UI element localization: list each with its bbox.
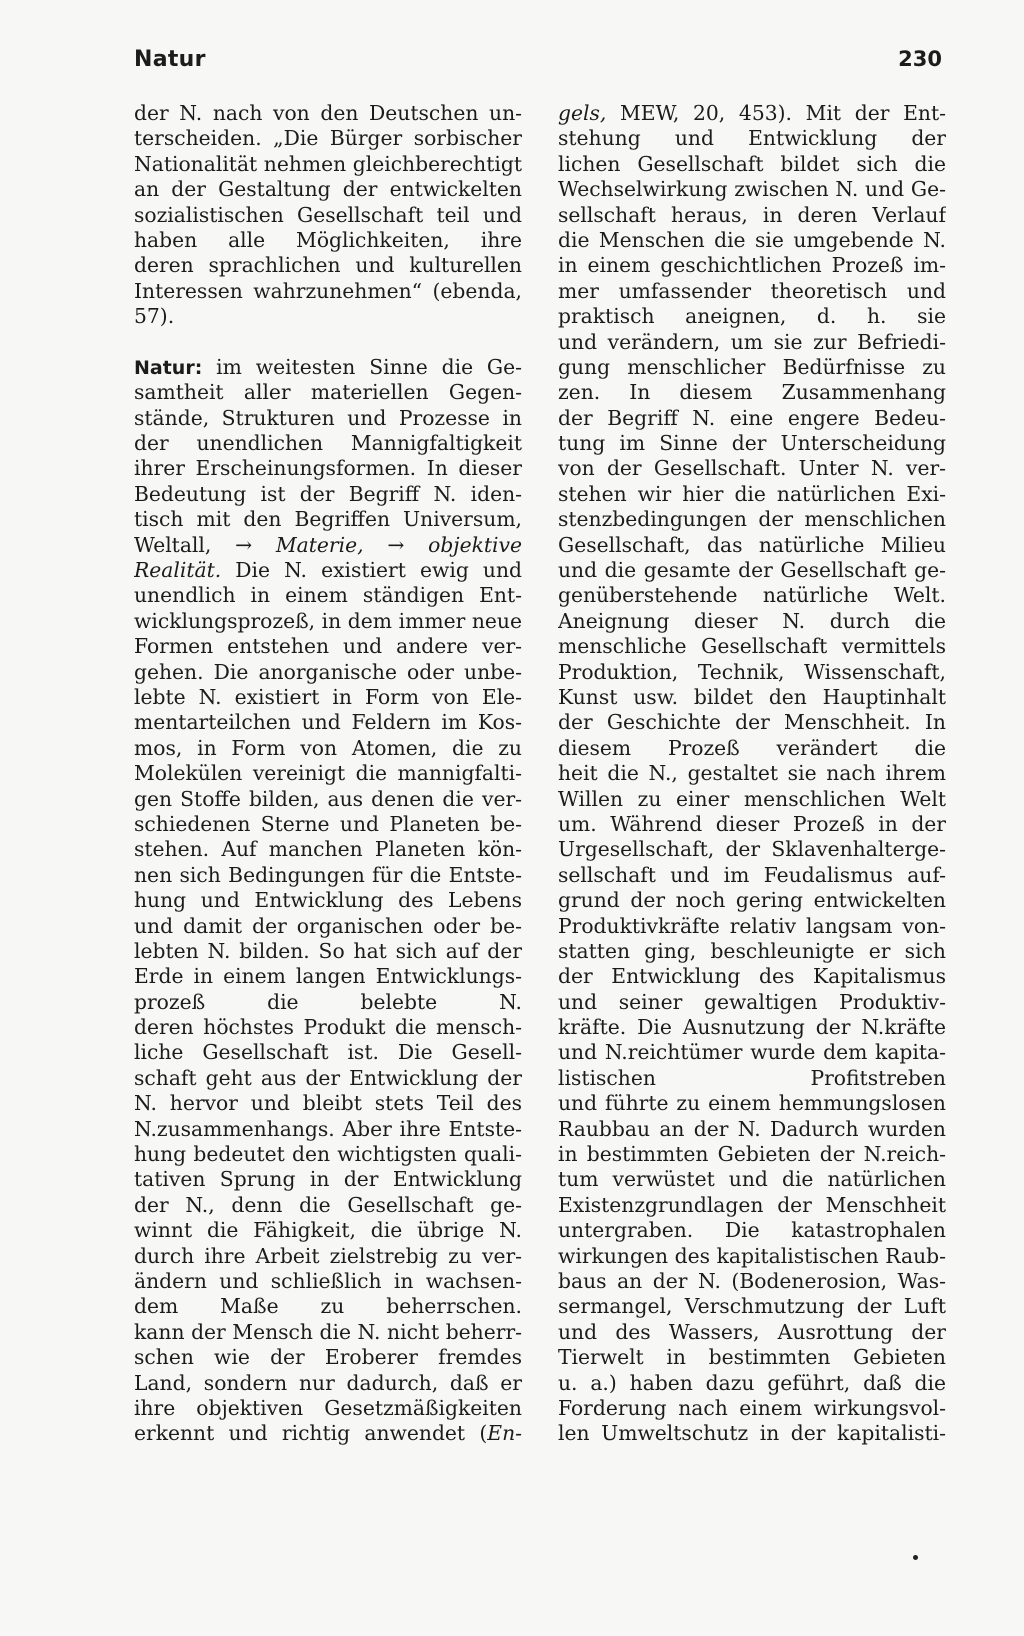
text-line: in bestimmten Gebieten der N.reich- — [558, 1142, 946, 1167]
text-line: schaft geht aus der Entwicklung der — [134, 1065, 522, 1090]
text-line: statten ging, beschleunigte er sich — [558, 938, 946, 963]
text-line: N.zusammenhangs. Aber ihre Entste- — [134, 1116, 522, 1141]
text-line: ändern und schließlich in wachsen- — [134, 1268, 522, 1293]
print-speck — [913, 1555, 918, 1560]
text-line: der N. nach von den Deutschen un- — [134, 101, 522, 125]
text-line: stenzbedingungen der menschlichen — [558, 507, 946, 532]
text-line: grund der noch gering entwickelten — [558, 888, 946, 913]
entry-keyword: Natur: — [134, 356, 203, 379]
text-line: nen sich Bedingungen für die Entste- — [134, 862, 522, 887]
text-line: mos, in Form von Atomen, die zu — [134, 735, 522, 760]
entry-first-line: Natur: im weitesten Sinne die Ge- — [134, 354, 522, 379]
crossref-term: Realität. — [134, 558, 222, 583]
text-line: Nationalität nehmen gleichberechtigt — [134, 151, 522, 176]
text-line: deren höchstes Produkt die mensch- — [134, 1015, 522, 1040]
text-line: tativen Sprung in der Entwicklung — [134, 1167, 522, 1192]
text-line: und damit der organischen oder be- — [134, 913, 522, 938]
text-line: unendlich in einem ständigen Ent- — [134, 583, 522, 608]
text-line: lebten N. bilden. So hat sich auf der — [134, 938, 522, 963]
text-line: mentarteilchen und Feldern im Kos- — [134, 710, 522, 735]
running-head-title: Natur — [134, 47, 206, 72]
text-line: Land, sondern nur dadurch, daß er — [134, 1370, 522, 1395]
text-line: Gesellschaft, das natürliche Milieu — [558, 532, 946, 557]
text-line: schiedenen Sterne und Planeten be- — [134, 811, 522, 836]
text-line: und N.reichtümer wurde dem kapita- — [558, 1040, 946, 1065]
text-line: Forderung nach einem wirkungsvol- — [558, 1395, 946, 1420]
text-line: der Geschichte der Menschheit. In — [558, 710, 946, 735]
text-line: stände, Strukturen und Prozesse in — [134, 405, 522, 430]
text-line: prozeß die belebte N. — [134, 989, 522, 1014]
text-line: praktisch aneignen, d. h. sie — [558, 304, 946, 329]
text-line: 57). — [134, 304, 175, 329]
text-line: haben alle Möglichkeiten, ihre — [134, 227, 522, 252]
text-line: Wechselwirkung zwischen N. und Ge- — [558, 177, 946, 202]
text-line: Formen entstehen und andere ver- — [134, 634, 522, 659]
text-line: Urgesellschaft, der Sklavenhalterge- — [558, 837, 946, 862]
crossref-arrow-icon: → — [235, 532, 253, 557]
text-line: ihrer Erscheinungsformen. In dieser — [134, 456, 522, 481]
text-line: sellschaft und im Feudalismus auf- — [558, 862, 946, 887]
text-line: Molekülen vereinigt die mannigfalti- — [134, 761, 522, 786]
text-line: Existenzgrundlagen der Menschheit — [558, 1192, 946, 1217]
text-line: und führte zu einem hemmungslosen — [558, 1091, 946, 1116]
text-line: winnt die Fähigkeit, die übrige N. — [134, 1218, 522, 1243]
right-column — [558, 101, 946, 1447]
page-number: 230 — [898, 47, 942, 71]
intro-paragraph — [134, 101, 522, 330]
text-line: wirkungen des kapitalistischen Raub- — [558, 1243, 946, 1268]
text-line: der N., denn die Gesellschaft ge- — [134, 1192, 522, 1217]
text-line: der Begriff N. eine engere Bedeu- — [558, 405, 946, 430]
text-line: gung menschlicher Bedürfnisse zu — [558, 354, 946, 379]
text-line: wicklungsprozeß, in dem immer neue — [134, 608, 522, 633]
text-line: um. Während dieser Prozeß in der — [558, 811, 946, 836]
text-line: u. a.) haben dazu geführt, daß die — [558, 1370, 946, 1395]
text-line: der unendlichen Mannigfaltigkeit — [134, 431, 522, 456]
text-line: terscheiden. „Die Bürger sorbischer — [134, 126, 522, 151]
text-line: untergraben. Die katastrophalen — [558, 1218, 946, 1243]
crossref-line-2: Realität. Die N. existiert ewig und — [134, 558, 522, 583]
text-line: samtheit aller materiellen Gegen- — [134, 380, 522, 405]
text-line: ihre objektiven Gesetzmäßigkeiten — [134, 1395, 522, 1420]
text-line: gehen. Die anorganische oder unbe- — [134, 659, 522, 684]
text-line: die Menschen die sie umgebende N. — [558, 227, 946, 252]
text-line: tisch mit den Begriffen Universum, — [134, 507, 522, 532]
text-line: und verändern, um sie zur Befriedi- — [558, 329, 946, 354]
text-line: tung im Sinne der Unterscheidung — [558, 431, 946, 456]
crossref-term: objektive — [404, 532, 522, 557]
text-line: schen wie der Eroberer fremdes — [134, 1345, 522, 1370]
text-line: und des Wassers, Ausrottung der — [558, 1319, 946, 1344]
text-line: tum verwüstet und die natürlichen — [558, 1167, 946, 1192]
text-line: baus an der N. (Bodenerosion, Was- — [558, 1268, 946, 1293]
text-line: N. hervor und bleibt stets Teil des — [134, 1091, 522, 1116]
text-line: Produktivkräfte relativ langsam von- — [558, 913, 946, 938]
text-line: menschliche Gesellschaft vermittels — [558, 634, 946, 659]
text-line: Erde in einem langen Entwicklungs- — [134, 964, 522, 989]
text-line: und die gesamte der Gesellschaft ge- — [558, 558, 946, 583]
text-line: an der Gestaltung der entwickelten — [134, 177, 522, 202]
entry-paragraph — [134, 355, 522, 1447]
text-line: lichen Gesellschaft bildet sich die — [558, 151, 946, 176]
text-line: lebte N. existiert in Form von Ele- — [134, 684, 522, 709]
text-line: Aneignung dieser N. durch die — [558, 608, 946, 633]
crossref-arrow-icon: → — [387, 532, 405, 557]
text-line: stehung und Entwicklung der — [558, 126, 946, 151]
text-line: sellschaft heraus, in deren Verlauf — [558, 202, 946, 227]
right-first-line: gels, MEW, 20, 453). Mit der Ent- — [558, 101, 946, 125]
text-line: hung und Entwicklung des Lebens — [134, 888, 522, 913]
text-line: Interessen wahrzunehmen“ (ebenda, — [134, 278, 522, 303]
text-line: hung bedeutet den wichtigsten quali- — [134, 1142, 522, 1167]
text-line: heit die N., gestaltet sie nach ihrem — [558, 761, 946, 786]
text-line: diesem Prozeß verändert die — [558, 735, 946, 760]
text-line: dem Maße zu beherrschen. — [134, 1294, 522, 1319]
text-line: sermangel, Verschmutzung der Luft — [558, 1294, 946, 1319]
text-line: kann der Mensch die N. nicht beherr- — [134, 1319, 522, 1344]
text-line: liche Gesellschaft ist. Die Gesell- — [134, 1040, 522, 1065]
text-line: Bedeutung ist der Begriff N. iden- — [134, 481, 522, 506]
text-line: Raubbau an der N. Dadurch wurden — [558, 1116, 946, 1141]
entry-last-line: erkennt und richtig anwendet (En- — [134, 1421, 522, 1446]
text-line: stehen wir hier die natürlichen Exi- — [558, 481, 946, 506]
text-line: listischen Profitstreben — [558, 1065, 946, 1090]
text-line: zen. In diesem Zusammenhang — [558, 380, 946, 405]
text-line: Tierwelt in bestimmten Gebieten — [558, 1345, 946, 1370]
text-line: mer umfassender theoretisch und — [558, 278, 946, 303]
text-line: sozialistischen Gesellschaft teil und — [134, 202, 522, 227]
text-line: gen Stoffe bilden, aus denen die ver- — [134, 786, 522, 811]
text-line: len Umweltschutz in der kapitalisti- — [558, 1421, 946, 1446]
text-line: Willen zu einer menschlichen Welt — [558, 786, 946, 811]
crossref-term: Materie, — [252, 532, 364, 557]
text-line: genüberstehende natürliche Welt. — [558, 583, 946, 608]
text-line: und seiner gewaltigen Produktiv- — [558, 989, 946, 1014]
text-line: von der Gesellschaft. Unter N. ver- — [558, 456, 946, 481]
text-line: Produktion, Technik, Wissenschaft, — [558, 659, 946, 684]
text-line: deren sprachlichen und kulturellen — [134, 253, 522, 278]
text-line: der Entwicklung des Kapitalismus — [558, 964, 946, 989]
crossref-line: Weltall, → Materie, → objektive — [134, 532, 522, 557]
text-line: kräfte. Die Ausnutzung der N.kräfte — [558, 1015, 946, 1040]
left-column — [134, 101, 522, 1447]
text-line: Kunst usw. bildet den Hauptinhalt — [558, 684, 946, 709]
text-line: in einem geschichtlichen Prozeß im- — [558, 253, 946, 278]
text-line: durch ihre Arbeit zielstrebig zu ver- — [134, 1243, 522, 1268]
text-line: stehen. Auf manchen Planeten kön- — [134, 837, 522, 862]
